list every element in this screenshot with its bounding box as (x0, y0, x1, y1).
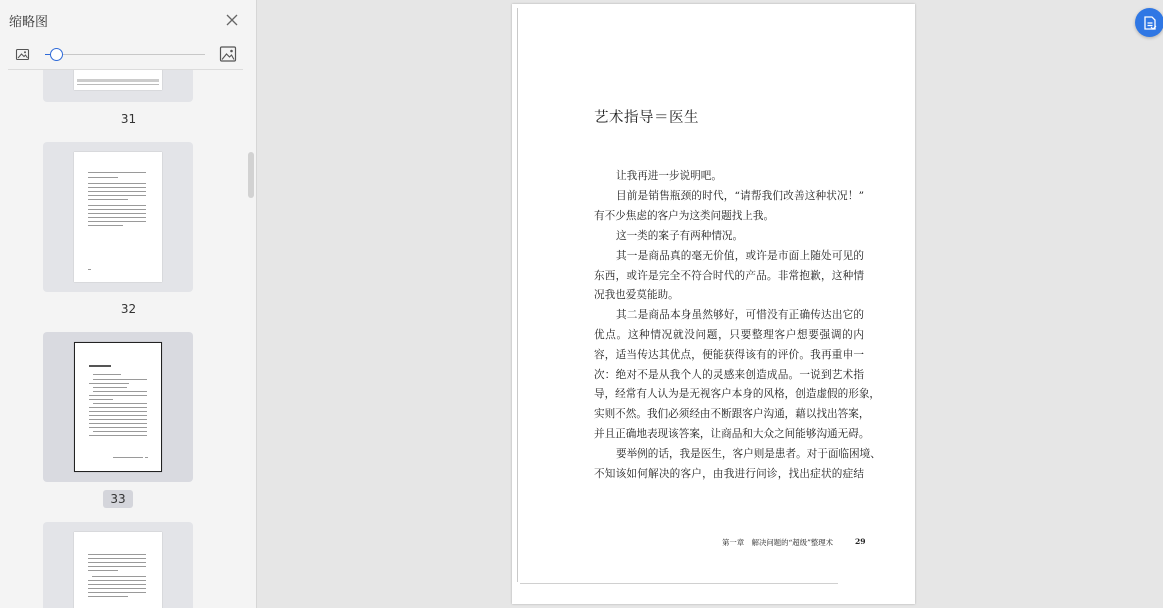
body-line: 导，经常有人认为是无视客户本身的风格，创造虚假的形象， (594, 388, 881, 400)
image-small-icon[interactable] (15, 47, 30, 62)
thumbnail-zoom-control (0, 42, 257, 70)
body-line: 其二是商品本身虽然够好，可惜没有正确传达出它的 (616, 309, 864, 321)
body-line: 实则不然。我们必须经由不断跟客户沟通，藉以找出答案， (594, 408, 870, 420)
body-line: 次：绝对不是从我个人的灵感来创造成品。一说到艺术指 (594, 369, 864, 381)
thumbnail-sidebar (0, 0, 257, 608)
page-title: 艺术指导＝医生 (594, 110, 699, 126)
document-page (512, 4, 915, 604)
body-line: 况我也爱莫能助。 (594, 289, 679, 301)
zoom-slider-handle[interactable] (50, 48, 63, 61)
thumbnail-label: 31 (120, 112, 137, 126)
body-line: 有不少焦虑的客户为这类问题找上我。 (594, 210, 775, 222)
body-line: 让我再进一步说明吧。 (616, 170, 722, 182)
body-line: 优点。这种情况就没问题，只要整理客户想要强调的内 (594, 329, 864, 341)
body-line: 这一类的案子有两种情况。 (616, 230, 744, 242)
sidebar-title: 缩略图 (9, 15, 49, 30)
body-line: 目前是销售瓶颈的时代，“请帮我们改善这种状况！” (616, 190, 864, 202)
sidebar-scrollbar[interactable] (248, 152, 254, 198)
scan-edge-line (520, 583, 838, 584)
thumbnail-label: 32 (120, 302, 137, 316)
thumbnail-card-31[interactable] (43, 70, 193, 102)
thumbnail-page (74, 342, 162, 472)
thumbnail-card-34[interactable] (43, 522, 193, 608)
thumbnail-label-selected: 33 (103, 490, 133, 508)
running-footer: 第一章 解决问题的“超级”整理术 (722, 538, 834, 547)
convert-document-icon (1142, 15, 1158, 31)
close-icon[interactable] (224, 12, 240, 28)
thumbnail-card-33[interactable] (43, 332, 193, 482)
thumbnail-list (0, 70, 257, 608)
zoom-slider-track[interactable] (45, 54, 205, 55)
convert-document-button[interactable] (1135, 8, 1163, 37)
thumbnail-card-32[interactable] (43, 142, 193, 292)
body-line: 其一是商品真的毫无价值，或许是市面上随处可见的 (616, 250, 864, 262)
page-number: 29 (855, 537, 866, 546)
image-large-icon[interactable] (219, 45, 237, 63)
thumbnail-page (74, 152, 162, 282)
body-line: 并且正确地表现该答案，让商品和大众之间能够沟通无碍。 (594, 428, 870, 440)
scan-edge-line (517, 8, 518, 582)
thumbnail-page (74, 70, 162, 90)
body-line: 要举例的话，我是医生，客户则是患者。对于面临困境、 (616, 448, 881, 460)
body-line: 不知该如何解决的客户，由我进行问诊，找出症状的症结 (594, 468, 864, 480)
body-line: 东西，或许是完全不符合时代的产品。非常抱歉，这种情 (594, 270, 864, 282)
thumbnail-page (74, 532, 162, 608)
body-line: 容，适当传达其优点，便能获得该有的评价。我再重申一 (594, 349, 864, 361)
